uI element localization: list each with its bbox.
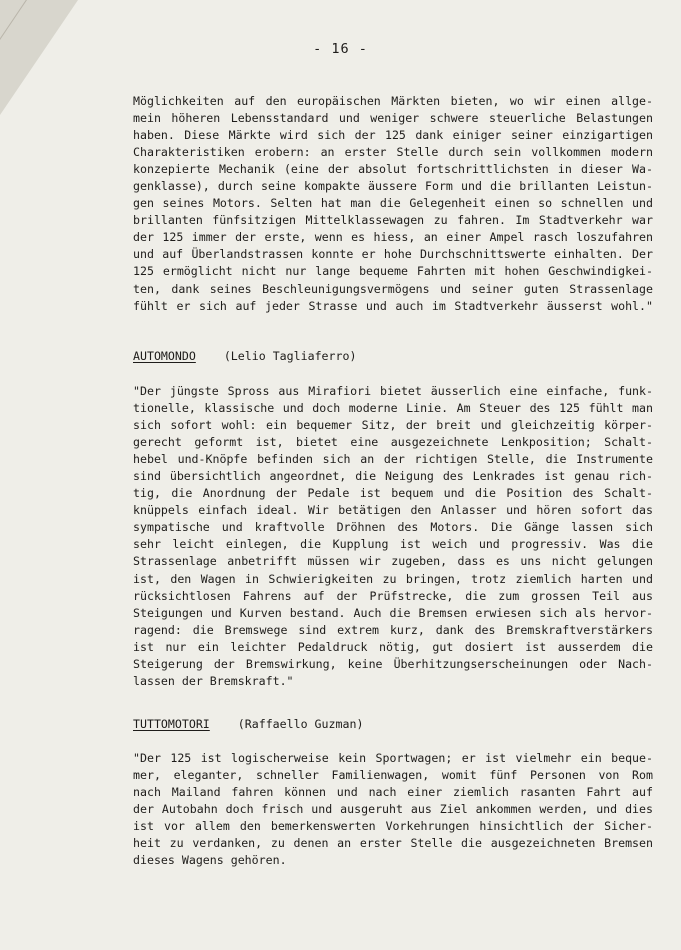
text-line: gen seines Motors. Selten hat man die Gelegenheit einen so schnellen und (133, 196, 653, 211)
folded-corner (0, 0, 78, 115)
text-line: ist, den Wagen in Schwierigkeiten zu bringen, trotz ziemlich harten und (133, 571, 653, 586)
text-line: heit zu verdanken, zu denen an erster Stelle die ausgezeichneten Bremsen (133, 836, 653, 851)
text-line: nach Mailand fahren können und nach einer ziemlich rasanten Fahrt auf (133, 785, 653, 800)
text-line: knüppels einfach ideal. Wir betätigen den Anlasser und hören sofort das (133, 503, 653, 518)
text-line: Steigerung der Bremswirkung, keine Überhitzungserscheinungen oder Nach- (133, 656, 653, 671)
intro-paragraph (133, 93, 653, 315)
text-line: "Der 125 ist logischerweise kein Sportwagen; er ist vielmehr ein beque- (133, 751, 653, 765)
text-line: haben. Diese Märkte wird sich der 125 dank einiger seiner einzigartigen (133, 128, 653, 143)
text-line: brillanten fünfsitzigen Mittelklassewagen zu fahren. Im Stadtverkehr war (133, 213, 653, 228)
text-line: fühlt er sich auf jeder Strasse und auch im Stadtverkehr äusserst wohl." (133, 298, 653, 313)
text-line: Steigungen und Kurven bestand. Auch die Bremsen erwiesen sich als hervor- (133, 605, 653, 620)
text-line: mein höheren Lebensstandard und weniger schwere steuerliche Belastungen (133, 111, 653, 126)
automondo-quote (133, 383, 653, 690)
text-line: rücksichtlosen Fahrens auf der Prüfstrecke, die zum grossen Teil aus (133, 588, 653, 603)
publication-name: AUTOMONDO (133, 349, 196, 363)
text-line: der Autobahn doch frisch und ausgeruht aus Ziel ankommen werden, und dies (133, 802, 653, 817)
text-line: mer, eleganter, schneller Familienwagen, womit fünf Personen von Rom (133, 768, 653, 783)
text-line: tig, die Anordnung der Pedale ist bequem und die Position des Schalt- (133, 486, 653, 501)
text-line: ten, dank seines Beschleunigungsvermögens und seiner guten Strassenlage (133, 281, 653, 296)
text-line: konzepierte Mechanik (eine der absolut fortschrittlichsten in dieser Wa- (133, 162, 653, 177)
text-line: der 125 immer der erste, wenn es hiess, an einer Ampel rasch loszufahren (133, 230, 653, 245)
text-line: genklasse), durch seine kompakte äussere Form und die brillanten Leistun- (133, 179, 653, 194)
text-line: Charakteristiken erobern: an erster Stelle durch sein vollkommen modern (133, 145, 653, 160)
text-line: gerecht geformt ist, bietet eine ausgezeichnete Lenkposition; Schalt- (133, 435, 653, 450)
text-line: dieses Wagens gehören. (133, 853, 287, 868)
text-line: ist vor allem den bemerkenswerten Vorkehrungen hinsichtlich der Sicher- (133, 819, 653, 834)
text-line: und auf Überlandstrassen konnte er hohe Durchschnittswerte einhalten. Der (133, 247, 653, 262)
publication-name: TUTTOMOTORI (133, 717, 210, 731)
text-line: sympatische und kraftvolle Dröhnen des Motors. Die Gänge lassen sich (133, 520, 653, 535)
text-line: Möglichkeiten auf den europäischen Märkten bieten, wo wir einen allge- (133, 94, 653, 108)
text-line: ragend: die Bremswege sind extrem kurz, dank des Bremskraftverstärkers (133, 622, 653, 637)
author-name: (Raffaello Guzman) (237, 717, 364, 731)
tuttomotori-heading (133, 717, 363, 731)
tuttomotori-quote (133, 750, 653, 869)
text-line: "Der jüngste Spross aus Mirafiori bietet äusserlich eine einfache, funk- (133, 384, 653, 398)
page-number: - 16 - (313, 41, 368, 57)
text-line: ist nur ein leichter Pedaldruck nötig, gut dosiert ist ausserdem die (133, 639, 653, 654)
author-name: (Lelio Tagliaferro) (223, 349, 357, 363)
text-line: tionelle, klassische und doch moderne Linie. Am Steuer des 125 fühlt man (133, 401, 653, 416)
text-line: 125 ermöglicht nicht nur lange bequeme Fahrten mit hohen Geschwindigkei- (133, 264, 653, 279)
text-line: Strassenlage anbetrifft müssen wir zugeben, dass es uns nicht gelungen (133, 554, 653, 569)
text-line: sehr leicht einlegen, die Kupplung ist weich und progressiv. Was die (133, 537, 653, 552)
automondo-heading (133, 349, 356, 363)
text-line: sich sofort wohl: ein bequemer Sitz, der breit und gleichzeitig körper- (133, 418, 653, 433)
text-line: lassen der Bremskraft." (133, 673, 294, 688)
text-line: hebel und-Knöpfe befinden sich an der richtigen Stelle, die Instrumente (133, 452, 653, 467)
text-line: sind übersichtlich angeordnet, die Neigung des Lenkrades ist genau rich- (133, 469, 653, 484)
